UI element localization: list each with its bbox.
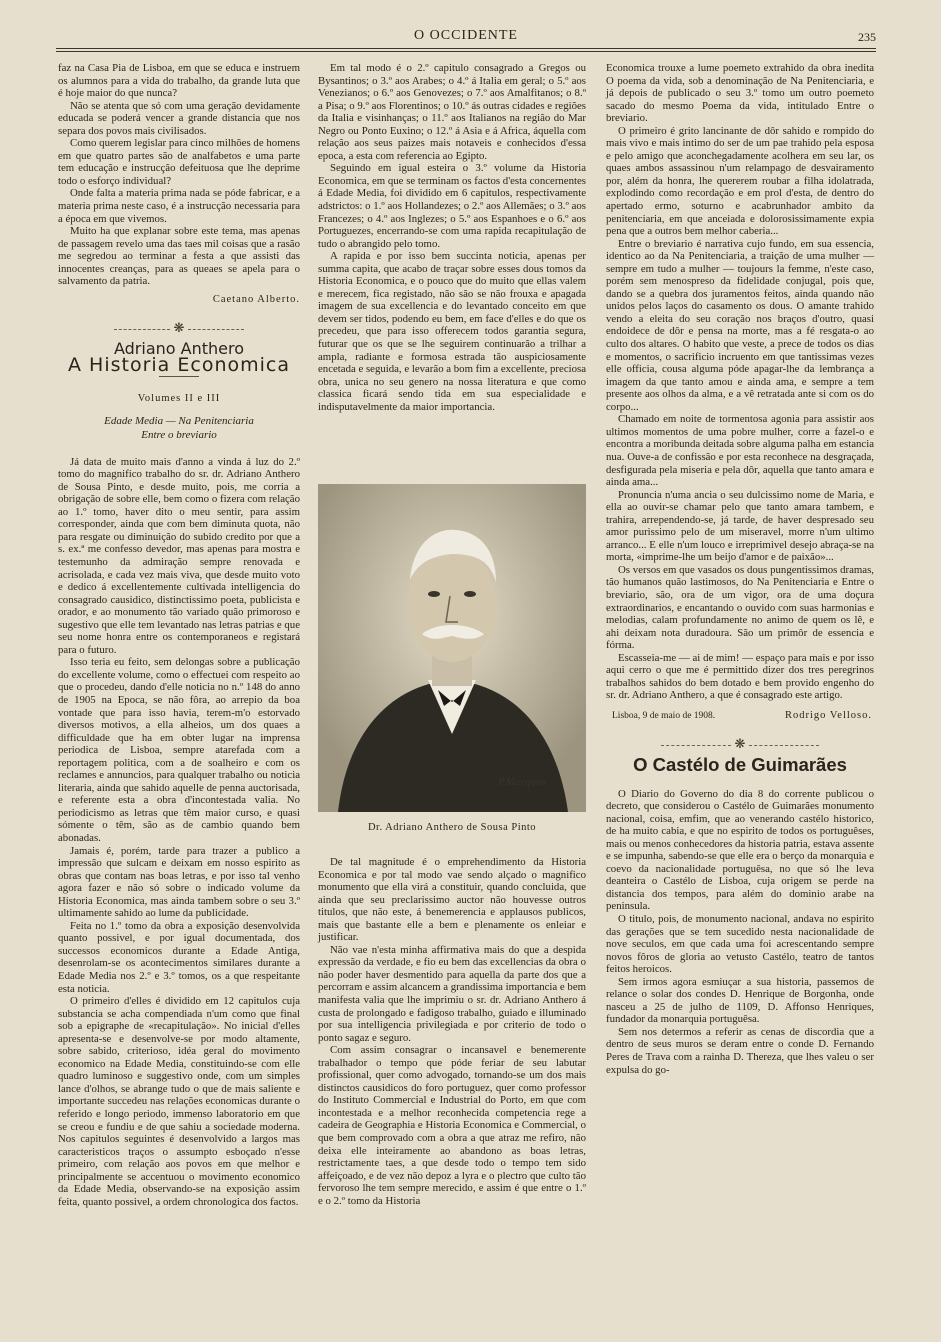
column-right — [606, 62, 874, 1076]
paragraph: De tal magnitude é o emprehendimento da Historia Economica e por tal modo vae sendo alçado o magnifico monumento que ella virá a constituir, quando concluida, que ainda que seu preclarissimo auctor não houvesse outros titulos, que não este, á benemerencia e applausos publicos, mais que bastante elle a bem e plenamente os enleiar e justificar. — [318, 856, 586, 944]
portrait-engraving — [318, 484, 586, 812]
paragraph: Os versos em que vasados os dous pungentissimos dramas, tão humanos quão lastimosos, do Na Penitenciaria e Entre o breviario, são, ora de um vigor, ora de uma doçura extraordinarios, e encantando o ouvido com suas harmonias e melodias, calam profundamente no animo de quem os lê, e ahi deixam nota duradoura. São um primôr de essencia e fórma. — [606, 563, 874, 652]
paragraph: faz na Casa Pia de Lisboa, em que se educa e instruem os alumnos para a vida do trabalho, da grande luta que é hoje maior do que nunca? — [58, 62, 300, 100]
header-rule-secondary — [56, 51, 876, 52]
ornament-icon: ❋ — [734, 736, 746, 752]
paragraph: Não vae n'esta minha affirmativa mais do que a despida expressão da verdade, e fio eu bem das excellencias da obra o não poder haver desmentido para aquella da parte dos que a percorram e assim alcancem a grandissima importancia e bem manifesta valia que lhe imprimiu o sr. dr. Adriano Anthero á custa de prolongado e fadigoso trabalho, guiado e illuminado por sua intelligencia privilegiada e por criterio de todo o ponto sagaz e seguro. — [318, 943, 587, 1044]
paragraph: O primeiro é grito lancinante de dôr sahido e rompido do mais vivo e mais intimo do ser de um pae trahido pela esposa e pelo amigo que aconchegadamente acolhera em seu lar, os quaes ambos assassinou n'um relampago de desvairamento por, além da honra, lhe quererem roubar a filha idolatrada, explodindo como recordação e em prol d'esta, de dentro do apertado ermo, soturno e acabrunhador ambito da penitenciaria, em que anceiada e dolorosissimamente expia pena que a outros bem melhor caberia... — [606, 124, 874, 238]
article-author-heading: Adriano Anthero — [113, 338, 245, 358]
article-title: A Historia Economica — [68, 354, 290, 377]
paragraph: Chamado em noite de tormentosa agonia para assistir aos ultimos momentos de uma pobre mulher, corre a fazel-o e encontra a moribunda deitada sobre alguma palha em estancia nua. Ouve-a de confissão e por esta reconhece na desgraçada, desfigurada pela miseria e pela dôr, aquella que tanto amara e ainda ama... — [606, 413, 875, 489]
engraver-signature: P.Marques — [498, 778, 546, 788]
author-signature: Caetano Alberto. — [212, 293, 300, 305]
dateline-row — [606, 710, 874, 723]
article-title: O Castélo de Guimarães — [633, 753, 847, 775]
volume-line: Volumes II e III — [137, 393, 221, 405]
paragraph: Economica trouxe a lume poemeto extrahido da obra inedita O poema da vida, sob a denominação de Na Penitenciaria, e já depois de publicado o seu 3.º tomo um outro poemeto sacado do mesmo Poema da vida, intitulado Entre o breviario. — [606, 62, 874, 125]
portrait-image — [318, 484, 586, 812]
author-signature: Rodrigo Velloso. — [785, 709, 872, 721]
ornament-divider — [606, 738, 874, 751]
paragraph: Em tal modo é o 2.º capitulo consagrado a Gregos ou Bysantinos; o 3.º aos Arabes; o 4.º á Italia em geral; o 5.º aos Venezianos; o 6.º aos Genovezes; o 7.º aos Amalfitanos; o 8.º a Pisa; o 9.º aos Florentinos; o 10.º ás outras cidades e regiões da Italia e visinhanças; o 11.º aos Italianos na região do Mar Negro ou Ponto Euxino; o 12.º á Asia e á Africa, áquella com relação aos seus paizes mais notaveis e conhecidos d'essa epoca, a esta com referencia ao Egipto. — [318, 62, 586, 162]
paragraph: Isso teria eu feito, sem delongas sobre a publicação do excellente volume, como o effectuei com respeito ao que o procedeu, dando d'elle noticia no n.º 148 do anno de 1905 na Epoca, se não fôra, ao arrepio da boa vontade que para isso havia, terem-m'o estorvado diversos motivos, a ella alheios, um dos quaes a difficuldade que ha em obter lugar na imprensa periodica de Lisboa, sempre atarefada com a reportagem politica, com a de soalheiro e com os reclames e annuncios, para qualquer trabalho ou noticia literaria, ainda que sahido aquelle de penna auctorisada, e referente esta a obra d'incontestada valia. No periodicismo as letras que têm maior curso, e quasi sómente o têm, são as de cambio quando bem abonadas. — [58, 656, 300, 844]
paragraph: O primeiro d'elles é dividido em 12 capitulos cuja substancia se acha compendiada n'um como que final sob a epigraphe de «recapitulação». No inicial d'elles apresenta-se e desenvolve-se por modo altamente, sobre sabido, criterioso, idéa geral do movimento economico na Edade Media, constituindo-se com elle quadro luminoso e suggestivo onde, com um simples lance d'olhos, se abrange tudo o que de mais saliente e importante succedeu nas relações economicas durante o referido e longo periodo, immenso laboratorio em que se creou e fundiu e de que sahiu a sociedade moderna. Nos capitulos seguintes é desenvolvido a largos mas caracteristicos traços o assumpto esboçado n'esse primeiro, com relação aos povos em que melhor e principalmente se accentuou o movimento economico da Edade Media, observando-se na exposição assim feita, quanto possivel, a ordem chronologica dos factos. — [58, 995, 300, 1208]
column-middle-top — [318, 62, 586, 413]
column-middle-bottom — [318, 856, 586, 1207]
paragraph: Jamais é, porém, tarde para trazer a publico a impressão que sulcam e deixam em nosso espirito as obras que contam nas boas letras, e por isso tal venho agora fazer e não só sobre o indicado volume da Historia Economica, mas ainda tambem sobre o seu 3.º ultimamente sahido ao lume da publicidade. — [58, 844, 300, 920]
paragraph: Onde falta a materia prima nada se póde fabricar, e a materia prima neste caso, é a instrucção necessaria para a época em que vivemos. — [58, 187, 300, 225]
portrait-caption: Dr. Adriano Anthero de Sousa Pinto — [367, 822, 537, 833]
column-left — [58, 62, 300, 1208]
paragraph: Pronuncia n'uma ancia o seu dulcissimo nome de Maria, e ella ao ouvir-se chamar pelo que tanto amara tambem, e trahira, arrependendo-se, já tarde, de haver despresado seu amor purissimo pelo de um miseravel, morre n'um ultimo arranco... E elle n'um louco e irreprimivel desejo abraça-se na morta, «imprime-lhe um beijo d'amor e de paixão»... — [606, 488, 874, 564]
title-rule — [159, 376, 199, 377]
paragraph: A rapida e por isso bem succinta noticia, apenas per summa capita, que acabo de traçar sobre esses dous tomos da Historia Economica, e o pouco que do muito que ellas valem e merecem, fica registado, não são se não frouxa e apagada imagem de sua excellencia e do levantado conceito em que devem ser tidos, podendo eu bem, em face d'elles e do que os precedeu, que para isso offerecem todos garantia segura, futurar que os que se lhe seguirem continuarão a trilhar a ampla, radiante e formosa estrada tão auspiciosamente encetada e seguida, e levarão a bom fim a excellente, preciosa obra, unica no seu genero na nossa literatura e que como classica ficará sendo tida em sua especialidade e indisputavelmente da maior importancia. — [318, 250, 586, 413]
topic-line: Entre o breviario — [141, 428, 217, 441]
topic-lines — [58, 414, 300, 442]
paragraph: Como querem legislar para cinco milhões de homens em que quatro partes são de analfabetos e uma parte tem educação e instrucção defeituosa que lhe deprime todo o esforço individual? — [58, 137, 300, 187]
paragraph: Já data de muito mais d'anno a vinda á luz do 2.º tomo do magnifico trabalho do sr. dr. Adriano Anthero de Sousa Pinto, e desde muito, pois, me corria a obrigação de sobre elle, bem como o fizera com relação ao 1.º tomo, haver dito o meu sentir, para assim corresponder, ainda que com bem diminuta quota, não para resgate ou diminuição do subido credito por que a s. ex.ª me confesso devedor, mas apenas para mostra e testemunho da admiração sempre renovada e acrisolada, e cada vez mais viva, que desde muito voto e dedico á excellentemente cultivada intelligencia do consagrado causidico, distinctissimo poeta, publicista e orador, e ao monumento tão variado quão primoroso e sugestivo que elle tem levantado nas letras patrias e que seu nome honra entre os contemporaneos e registará para o futuro. — [58, 455, 300, 656]
ornament-divider — [58, 322, 300, 335]
ornament-icon: ❋ — [173, 320, 185, 336]
topic-line: Edade Media — Na Penitenciaria — [104, 414, 254, 427]
masthead-title: O OCCIDENTE — [414, 28, 518, 43]
paragraph: Com assim consagrar o incansavel e benemerente trabalhador o tempo que póde feriar de seu labutar profissional, quer como advogado, tornando-se um dos mais distinctos causidicos do foro portuguez, quer como professor do Instituto Commercial e Industrial do Porto, em que com incontestada e a melhor reconhecida competencia rege a cadeira de Geographia e Historia Economica e Commercial, o que bem comprovado com a obra a que atraz me refiro, não deixa elle inteiramente ao abandono as boas letras, restrictamente taes, a que desde todo o tempo tem sido affeiçoado, e de vez não depoz a lyra e o plectro que culto tão fervoroso lhe tem sempre merecido, e assim é que entre o 1.º e o 2.º tomo da Historia — [318, 1044, 586, 1207]
paragraph: Entre o breviario é narrativa cujo fundo, em sua essencia, identico ao da Na Penitenciaria, a traição de uma mulher — sempre em tudo a mulher — toujours la femme, n'este caso, porém sem menospreso da fidelidade conjugal, pois que, dando se a quebra dos juramentos feitos, ainda quando não unidos pelos laços do casamento os dous. O amante trahido vendo a eleita do seu coração nos braços d'outro, quasi endoidece de dôr e pensa na morte, mas a fé resgata-o ao culto dos altares. O habito que veste, a prece de todos os dias e momentos, o sacrificio incruento em que tantissimas vezes elle officia, cousa alguma póde apagar-lhe da lembrança a imagem da que tanto amou e ainda ama, e sempre a tem presente aos olhos da alma, e a vê retratada ante si com os do corpo... — [606, 237, 874, 413]
header-rule — [56, 48, 876, 49]
page-header — [56, 28, 876, 48]
paragraph: O titulo, pois, de monumento nacional, andava no espirito das gerações que se tem sucedido nesta nacionalidade de nove seculos, em que cada uma foi acrescentando sempre novos fôros de gloria ao vetusto Castélo, teatro de tantos feitos heroicos. — [606, 913, 874, 976]
dateline: Lisboa, 9 de maio de 1908. — [612, 710, 716, 721]
paragraph: Seguindo em igual esteira o 3.º volume da Historia Economica, em que se terminam os factos d'esta concernentes á Edade Media, foi dividido em 6 capitulos, respectivamente adstrictos: o 1.º aos Hollandezes; o 2.º aos Allemães; o 3.º aos Francezes; o 4.º aos Inglezes; o 5.º aos Espanhoes e o 6.º aos Portuguezes, encerrando-se com uma rapida recapitulação de tudo o abrangido pelo tomo. — [318, 162, 586, 250]
paragraph: Sem nos determos a referir as cenas de discordia que a dentro de seus muros se deram entre o conde D. Fernando Peres de Trava com a rainha D. Thereza, que lhes valeu o ser expulsa do go- — [606, 1025, 874, 1076]
paragraph: O Diario do Governo do dia 8 do corrente publicou o decreto, que considerou o Castélo de Guimarães monumento nacional, coisa, emfim, que ao venerando castélo historico, de ha muito cabia, e que no espirito de todos os portuguêses, mais ou menos conhecedores da historia patria, estava assente e se impunha, sabendo-se que elle era o berço da monarquia e coevo da nacionalidade portuguêsa, no que só lhe leva deanteira o Castélo de Lisboa, cuja origem se perde na distancia dos tempos, para além do dominio arabe na peninsula. — [606, 787, 874, 913]
paragraph: Escasseia-me — ai de mim! — espaço para mais e por isso aqui cerro o que me é permittido dizer dos tres peregrinos trabalhos sahidos do bem dotado e bem provido engenho do sr. dr. Adriano Anthero, a que é consagrado este artigo. — [606, 651, 874, 702]
paragraph: Muito ha que explanar sobre este tema, mas apenas de passagem revelo uma das taes mil coisas que a rasão me segredou ao terminar a festa a que assisti das innocentes creanças, para as queaes se apela para o salvamento da patria. — [58, 225, 300, 288]
page-number: 235 — [858, 30, 876, 44]
paragraph: Feita no 1.º tomo da obra a exposição desenvolvida quanto possivel, e por igual documentada, dos successos economicos durante a Edade Antiga, desenrolam-se os acontecimentos similares durante a Edade Media nos 2.º e 3.º tomos, os a que respeitante esta noticia. — [58, 919, 300, 995]
paragraph: Sem irmos agora esmiuçar a sua historia, passemos de relance o solar dos condes D. Henrique de Borgonha, onde nasceu a 25 de julho de 1109, D. Affonso Henriques, fundador da monarquia portuguêsa. — [606, 975, 874, 1026]
paragraph: Não se atenta que só com uma geração devidamente educada se poderá vencer a grande distancia que nos separa dos povos mais civilisados. — [58, 99, 300, 137]
